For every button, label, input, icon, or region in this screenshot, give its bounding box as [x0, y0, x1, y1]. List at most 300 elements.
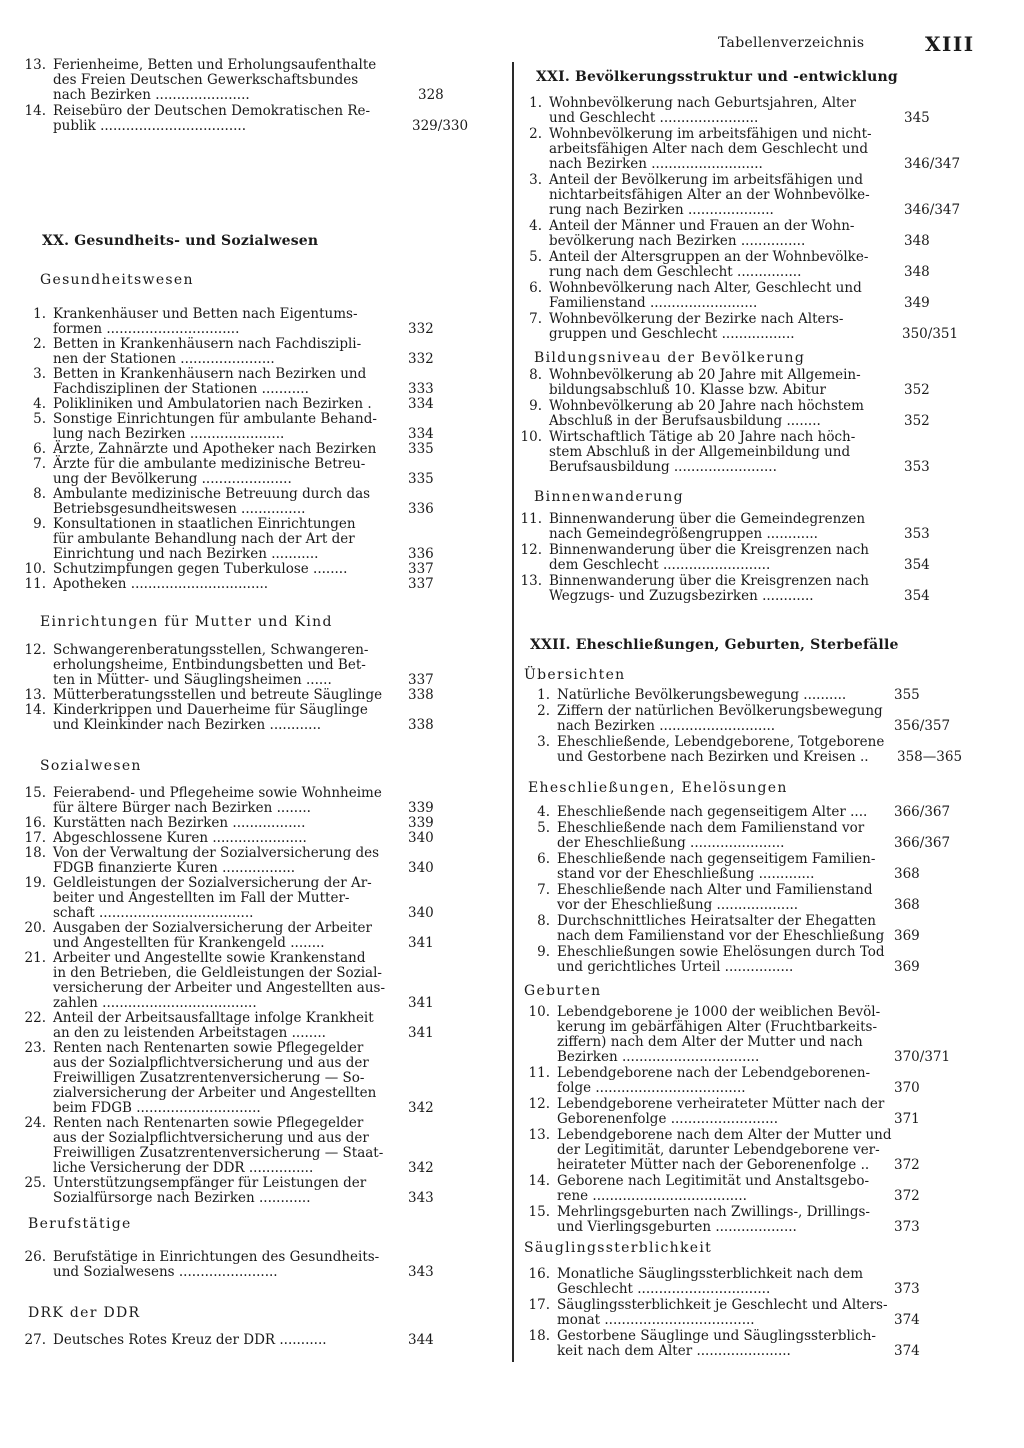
entry-title [549, 127, 872, 172]
entry-title [53, 816, 305, 831]
entry-title-line: Wohnbevölkerung ab 20 Jahre mit Allgemein- [549, 367, 861, 383]
entry-title [557, 1128, 892, 1173]
entry-page-number: 343 [408, 1264, 434, 1280]
entry-number: 12. [24, 642, 46, 658]
entry-page-number: 340 [408, 860, 434, 876]
entry-number: 2. [33, 336, 46, 352]
entry-page-number: 329/330 [412, 118, 469, 134]
toc-entry [20, 921, 478, 951]
toc-entry [524, 914, 964, 944]
entry-title-line: Ambulante medizinische Betreuung durch das [53, 486, 371, 502]
entry-title-line: Wegzugs- und Zuzugsbezirken ............ [549, 588, 814, 604]
entry-page-number: 337 [408, 672, 434, 688]
toc-entry [20, 876, 478, 921]
toc-entry [516, 173, 974, 218]
entry-number: 1. [537, 687, 550, 703]
entry-title [557, 1097, 884, 1127]
entry-number: 23. [24, 1040, 46, 1056]
entry-page-number: 373 [894, 1281, 920, 1297]
entry-page-number: 368 [894, 866, 920, 882]
entry-title [53, 457, 365, 487]
entry-title [53, 846, 379, 876]
entry-title [549, 543, 869, 573]
entry-title-line: ziffern) nach dem Alter der Mutter und nach [557, 1034, 863, 1050]
toc-entry [20, 1333, 478, 1348]
entry-number: 13. [24, 57, 46, 73]
entry-page-number: 358—365 [897, 749, 963, 765]
entry-title-line: Renten nach Rentenarten sowie Pflegegelder [53, 1115, 364, 1131]
entry-number: 12. [520, 542, 542, 558]
entry-title [557, 821, 864, 851]
entry-title-line: des Freien Deutschen Gewerkschaftsbundes [53, 72, 359, 88]
toc-entry [524, 1174, 964, 1204]
entry-title-line: folge ................................... [557, 1080, 746, 1096]
entry-page-number: 354 [904, 557, 930, 573]
entry-page-number: 333 [408, 381, 434, 397]
entry-page-number: 356/357 [894, 718, 951, 734]
entry-title-line: stand vor der Eheschließung ............. [557, 866, 815, 882]
toc-entry [524, 688, 964, 703]
entry-title-line: Fachdisziplinen der Stationen ........... [53, 381, 309, 397]
toc-entry [516, 430, 974, 475]
entry-number: 2. [529, 126, 542, 142]
entry-number: 16. [24, 815, 46, 831]
entry-title [557, 852, 875, 882]
entry-title-line: Wirtschaftlich Tätige ab 20 Jahre nach höch- [549, 429, 856, 445]
toc-entry [516, 250, 974, 280]
toc-entry [20, 104, 482, 134]
entry-title-line: ung der Bevölkerung ..................... [53, 471, 292, 487]
entry-title [53, 703, 368, 733]
entry-title-line: für ältere Bürger nach Bezirken ........ [53, 800, 311, 816]
entry-title [53, 367, 366, 397]
group-title: Geburten [524, 983, 602, 999]
entry-number: 3. [537, 734, 550, 750]
entry-number: 4. [33, 396, 46, 412]
entry-number: 8. [529, 367, 542, 383]
entry-title-line: formen ............................... [53, 321, 240, 337]
toc-entry [516, 127, 974, 172]
entry-number: 17. [24, 830, 46, 846]
entry-page-number: 335 [408, 471, 434, 487]
entry-number: 14. [24, 103, 46, 119]
entry-title-line: in den Betrieben, die Geldleistungen der Sozial- [53, 965, 382, 981]
entry-page-number: 370/371 [894, 1049, 951, 1065]
toc-entry [20, 457, 478, 487]
toc-entry [524, 735, 967, 765]
entry-page-number: 369 [894, 928, 920, 944]
entry-title-line: stem Abschluß in der Allgemeinbildung und [549, 444, 851, 460]
entry-number: 24. [24, 1115, 46, 1131]
toc-entry [20, 816, 478, 831]
section-title: XXI. Bevölkerungsstruktur und -entwicklung [536, 69, 898, 85]
entry-title-line: und Vierlingsgeburten ................... [557, 1219, 797, 1235]
entry-title-line: Kinderkrippen und Dauerheime für Säuglinge [53, 702, 368, 718]
toc-entry [516, 219, 974, 249]
entry-title-line: Lebendgeborene je 1000 der weiblichen Bevöl- [557, 1004, 881, 1020]
entry-title-line: Familienstand ......................... [549, 295, 758, 311]
toc-entry [524, 805, 964, 820]
entry-title-line: monat ................................... [557, 1312, 755, 1328]
entry-page-number: 341 [408, 1025, 434, 1041]
entry-title [549, 368, 861, 398]
entry-title [53, 876, 372, 921]
entry-page-number: 339 [408, 815, 434, 831]
entry-title [549, 281, 862, 311]
entry-title-line: arbeitsfähigen Alter nach dem Geschlecht und [549, 141, 868, 157]
toc-entry [524, 1066, 964, 1096]
entry-page-number: 352 [904, 382, 930, 398]
entry-title-line: nach Bezirken .......................... [549, 156, 763, 172]
entry-title-line: Geldleistungen der Sozialversicherung der Ar- [53, 875, 372, 891]
entry-page-number: 335 [408, 441, 434, 457]
toc-entry [20, 643, 478, 688]
toc-entry [524, 1298, 964, 1328]
entry-title-line: Durchschnittliches Heiratsalter der Ehegatten [557, 913, 876, 929]
entry-number: 9. [537, 944, 550, 960]
entry-title-line: Abschluß in der Berufsausbildung ........ [549, 413, 821, 429]
entry-page-number: 338 [408, 687, 434, 703]
entry-page-number: 340 [408, 905, 434, 921]
entry-title-line: Natürliche Bevölkerungsbewegung .......... [557, 687, 847, 703]
group-title: Sozialwesen [40, 758, 142, 774]
toc-entry [20, 786, 478, 816]
entry-number: 7. [529, 311, 542, 327]
entry-title-line: an den zu leistenden Arbeitstagen ........ [53, 1025, 326, 1041]
entry-title [53, 104, 370, 134]
entry-title [53, 337, 361, 367]
entry-title-line: Betriebsgesundheitswesen ............... [53, 501, 306, 517]
entry-title-line: aus der Sozialpflichtversicherung und aus der [53, 1055, 369, 1071]
entry-page-number: 349 [904, 295, 930, 311]
entry-page-number: 371 [894, 1111, 920, 1127]
toc-entry [20, 1011, 478, 1041]
toc-entry [524, 821, 964, 851]
entry-title-line: Ferienheime, Betten und Erholungsaufenthalte [53, 57, 377, 73]
entry-title-line: Eheschließende, Lebendgeborene, Totgeborene [557, 734, 885, 750]
entry-page-number: 342 [408, 1160, 434, 1176]
entry-number: 7. [33, 456, 46, 472]
entry-number: 5. [529, 249, 542, 265]
entry-title-line: Gestorbene Säuglinge und Säuglingssterblich- [557, 1328, 876, 1344]
entry-page-number: 372 [894, 1157, 920, 1173]
toc-entry [20, 562, 478, 577]
running-title: Tabellenverzeichnis [718, 35, 865, 51]
entry-number: 15. [24, 785, 46, 801]
toc-entry [20, 703, 478, 733]
entry-title-line: Konsultationen in staatlichen Einrichtungen [53, 516, 356, 532]
entry-page-number: 332 [408, 321, 434, 337]
entry-number: 14. [24, 702, 46, 718]
entry-title [557, 1205, 870, 1235]
entry-number: 18. [24, 845, 46, 861]
entry-page-number: 332 [408, 351, 434, 367]
entry-title-line: dem Geschlecht ......................... [549, 557, 771, 573]
entry-number: 12. [528, 1096, 550, 1112]
toc-entry [20, 1041, 478, 1116]
toc-entry [524, 1205, 964, 1235]
entry-number: 5. [33, 411, 46, 427]
entry-page-number: 336 [408, 546, 434, 562]
entry-number: 9. [529, 398, 542, 414]
entry-title-line: Anteil der Männer und Frauen an der Wohn- [549, 218, 855, 234]
toc-entry [20, 1116, 478, 1176]
entry-title-line: Sozialfürsorge nach Bezirken ............ [53, 1190, 311, 1206]
entry-title-line: Deutsches Rotes Kreuz der DDR ........... [53, 1332, 327, 1348]
entry-title-line: und Gestorbene nach Bezirken und Kreisen .. [557, 749, 869, 765]
toc-entry [524, 883, 964, 913]
entry-title-line: der Eheschließung ...................... [557, 835, 785, 851]
entry-title [549, 430, 855, 475]
entry-title [53, 58, 376, 103]
entry-number: 10. [24, 561, 46, 577]
entry-title-line: Mütterberatungsstellen und betreute Säuglinge [53, 687, 383, 703]
entry-title-line: Einrichtung und nach Bezirken ........... [53, 546, 319, 562]
column-divider [512, 62, 514, 1362]
entry-title-line: Eheschließende nach gegenseitigem Alter .... [557, 804, 868, 820]
toc-entry [20, 337, 478, 367]
entry-title-line: bevölkerung nach Bezirken ............... [549, 233, 806, 249]
entry-title-line: und gerichtliches Urteil ................ [557, 959, 794, 975]
entry-number: 2. [537, 703, 550, 719]
entry-number: 15. [528, 1204, 550, 1220]
toc-entry [516, 281, 974, 311]
entry-page-number: 338 [408, 717, 434, 733]
entry-number: 8. [537, 913, 550, 929]
section-title: XXII. Eheschließungen, Geburten, Sterbefälle [530, 637, 899, 653]
entry-page-number: 341 [408, 995, 434, 1011]
entry-title-line: Anteil der Arbeitsausfalltage infolge Krankheit [53, 1010, 374, 1026]
entry-page-number: 336 [408, 501, 434, 517]
toc-entry [20, 577, 478, 592]
entry-title [53, 921, 372, 951]
entry-title-line: Anteil der Bevölkerung im arbeitsfähigen und [549, 172, 864, 188]
toc-entry [20, 397, 478, 412]
entry-title-line: ten in Mütter- und Säuglingsheimen ...... [53, 672, 332, 688]
entry-page-number: 342 [408, 1100, 434, 1116]
toc-entry [20, 442, 478, 457]
entry-title-line: Krankenhäuser und Betten nach Eigentums- [53, 306, 358, 322]
entry-title-line: keit nach dem Alter ...................... [557, 1343, 791, 1359]
entry-number: 3. [33, 366, 46, 382]
section-title: XX. Gesundheits- und Sozialwesen [42, 233, 319, 249]
entry-title [549, 312, 843, 342]
entry-number: 13. [528, 1127, 550, 1143]
toc-entry [516, 96, 974, 126]
entry-title [53, 786, 382, 816]
toc-entry [20, 688, 478, 703]
entry-page-number: 334 [408, 396, 434, 412]
entry-title-line: und Angestellten für Krankengeld ........ [53, 935, 325, 951]
entry-title-line: Berufstätige in Einrichtungen des Gesundheits- [53, 1249, 380, 1265]
entry-page-number: 337 [408, 561, 434, 577]
entry-title [53, 1250, 379, 1280]
entry-title-line: Schutzimpfungen gegen Tuberkulose ........ [53, 561, 348, 577]
entry-number: 25. [24, 1175, 46, 1191]
entry-title-line: Renten nach Rentenarten sowie Pflegegelder [53, 1040, 364, 1056]
toc-entry [524, 704, 964, 734]
toc-entry [516, 543, 974, 573]
entry-title [53, 831, 307, 846]
toc-entry [20, 58, 488, 103]
entry-number: 8. [33, 486, 46, 502]
entry-title-line: schaft .................................... [53, 905, 254, 921]
entry-page-number: 374 [894, 1312, 920, 1328]
entry-title-line: Ärzte, Zahnärzte und Apotheker nach Bezirken [53, 441, 377, 457]
entry-title-line: Ärzte für die ambulante medizinische Betreu- [53, 456, 366, 472]
entry-title-line: Geborene nach Legitimität und Anstaltsgebo- [557, 1173, 870, 1189]
entry-title-line: zahlen .................................... [53, 995, 257, 1011]
entry-number: 1. [529, 95, 542, 111]
entry-title [557, 1174, 869, 1204]
entry-title [53, 442, 376, 457]
entry-title [549, 399, 864, 429]
entry-title-line: Sonstige Einrichtungen für ambulante Behand- [53, 411, 377, 427]
toc-entry [20, 517, 478, 562]
entry-title-line: liche Versicherung der DDR ............... [53, 1160, 314, 1176]
entry-title-line: Abgeschlossene Kuren ...................... [53, 830, 307, 846]
entry-title-line: versicherung der Arbeiter und Angestellten aus- [53, 980, 386, 996]
toc-entry [20, 1250, 478, 1280]
entry-page-number: 339 [408, 800, 434, 816]
entry-number: 7. [537, 882, 550, 898]
entry-title [53, 307, 358, 337]
entry-title-line: nen der Stationen ...................... [53, 351, 275, 367]
group-title: Einrichtungen für Mutter und Kind [40, 614, 333, 630]
entry-title [557, 1066, 870, 1096]
entry-number: 14. [528, 1173, 550, 1189]
entry-number: 19. [24, 875, 46, 891]
entry-number: 18. [528, 1328, 550, 1344]
entry-page-number: 348 [904, 264, 930, 280]
entry-title-line: Betten in Krankenhäusern nach Bezirken und [53, 366, 367, 382]
entry-title-line: Arbeiter und Angestellte sowie Krankenstand [53, 950, 366, 966]
group-title: Gesundheitswesen [40, 272, 194, 288]
entry-title [53, 487, 370, 517]
entry-number: 4. [537, 804, 550, 820]
entry-title-line: Eheschließende nach Alter und Familienstand [557, 882, 873, 898]
entry-title-line: Binnenwanderung über die Kreisgrenzen nach [549, 542, 869, 558]
entry-number: 20. [24, 920, 46, 936]
entry-title [557, 805, 867, 820]
entry-page-number: 346/347 [904, 202, 961, 218]
entry-title-line: Lebendgeborene nach dem Alter der Mutter und [557, 1127, 892, 1143]
entry-title-line: nach Gemeindegrößengruppen ............ [549, 526, 818, 542]
entry-page-number: 334 [408, 426, 434, 442]
entry-title-line: Feierabend- und Pflegeheime sowie Wohnheime [53, 785, 382, 801]
entry-page-number: 366/367 [894, 835, 951, 851]
group-title: Binnenwanderung [534, 489, 684, 505]
entry-title-line: nach Bezirken ........................... [557, 718, 776, 734]
entry-title-line: nichtarbeitsfähigen Alter an der Wohnbevölke- [549, 187, 870, 203]
entry-title-line: Wohnbevölkerung der Bezirke nach Alters- [549, 311, 844, 327]
entry-title-line: Ausgaben der Sozialversicherung der Arbeiter [53, 920, 372, 936]
group-title: Eheschließungen, Ehelösungen [528, 780, 788, 796]
entry-title-line: und Geschlecht ....................... [549, 110, 759, 126]
toc-entry [20, 846, 478, 876]
entry-title-line: rung nach dem Geschlecht ............... [549, 264, 802, 280]
entry-page-number: 348 [904, 233, 930, 249]
toc-entry [516, 574, 974, 604]
entry-title-line: beiter und Angestellten im Fall der Mutter- [53, 890, 350, 906]
group-title: Bildungsniveau der Bevölkerung [534, 350, 806, 366]
entry-page-number: 374 [894, 1343, 920, 1359]
entry-number: 6. [537, 851, 550, 867]
entry-title-line: Freiwilligen Zusatzrentenversicherung — So- [53, 1070, 365, 1086]
entry-title-line: lung nach Bezirken ...................... [53, 426, 285, 442]
entry-title-line: heirateter Mütter nach der Geborenenfolge .. [557, 1157, 870, 1173]
entry-number: 1. [33, 306, 46, 322]
toc-entry [524, 1005, 964, 1065]
entry-title [557, 1267, 863, 1297]
entry-title-line: Ziffern der natürlichen Bevölkerungsbewegung [557, 703, 883, 719]
toc-entry [524, 1267, 964, 1297]
entry-title-line: der Legitimität, darunter Lebendgeborene ver- [557, 1142, 880, 1158]
toc-entry [516, 512, 974, 542]
toc-entry [20, 1176, 478, 1206]
entry-title [557, 704, 883, 734]
entry-page-number: 353 [904, 459, 930, 475]
entry-number: 16. [528, 1266, 550, 1282]
entry-number: 26. [24, 1249, 46, 1265]
entry-title [557, 914, 884, 944]
entry-page-number: 340 [408, 830, 434, 846]
entry-title [53, 1176, 366, 1206]
entry-page-number: 369 [894, 959, 920, 975]
entry-title-line: Binnenwanderung über die Gemeindegrenzen [549, 511, 866, 527]
entry-page-number: 350/351 [902, 326, 959, 342]
entry-title-line: Lebendgeborene nach der Lebendgeborenen- [557, 1065, 871, 1081]
entry-page-number: 352 [904, 413, 930, 429]
entry-title [53, 1333, 327, 1348]
entry-page-number: 337 [408, 576, 434, 592]
entry-title-line: und Kleinkinder nach Bezirken ............ [53, 717, 322, 733]
entry-title-line: publik .................................. [53, 118, 246, 134]
entry-title-line: und Sozialwesens ....................... [53, 1264, 278, 1280]
entry-page-number: 370 [894, 1080, 920, 1096]
entry-title-line: Polikliniken und Ambulatorien nach Bezirken . [53, 396, 372, 412]
entry-page-number: 328 [418, 87, 444, 103]
entry-title [53, 412, 377, 442]
entry-title-line: FDGB finanzierte Kuren ................. [53, 860, 296, 876]
entry-title-line: Unterstützungsempfänger für Leistungen der [53, 1175, 367, 1191]
entry-page-number: 355 [894, 687, 920, 703]
entry-title [53, 517, 356, 562]
entry-title-line: bildungsabschluß 10. Klasse bzw. Abitur [549, 382, 826, 398]
entry-title [53, 951, 385, 1011]
group-title: Berufstätige [28, 1216, 132, 1232]
entry-title [53, 643, 368, 688]
entry-title-line: Eheschließende nach dem Familienstand vor [557, 820, 865, 836]
entry-title-line: rene .................................... [557, 1188, 747, 1204]
entry-title [53, 397, 372, 412]
entry-title-line: erholungsheime, Entbindungsbetten und Bet- [53, 657, 366, 673]
entry-number: 9. [33, 516, 46, 532]
entry-number: 6. [33, 441, 46, 457]
entry-number: 11. [24, 576, 46, 592]
entry-title-line: Wohnbevölkerung nach Alter, Geschlecht und [549, 280, 862, 296]
toc-entry [516, 368, 974, 398]
entry-title-line: Berufsausbildung ........................ [549, 459, 777, 475]
entry-title [557, 735, 884, 765]
entry-title-line: nach dem Familienstand vor der Eheschließung [557, 928, 885, 944]
entry-title [53, 688, 382, 703]
entry-title [549, 219, 854, 249]
entry-title-line: beim FDGB ............................. [53, 1100, 261, 1116]
toc-entry [20, 412, 478, 442]
toc-entry [20, 307, 478, 337]
entry-title-line: rung nach Bezirken .................... [549, 202, 774, 218]
